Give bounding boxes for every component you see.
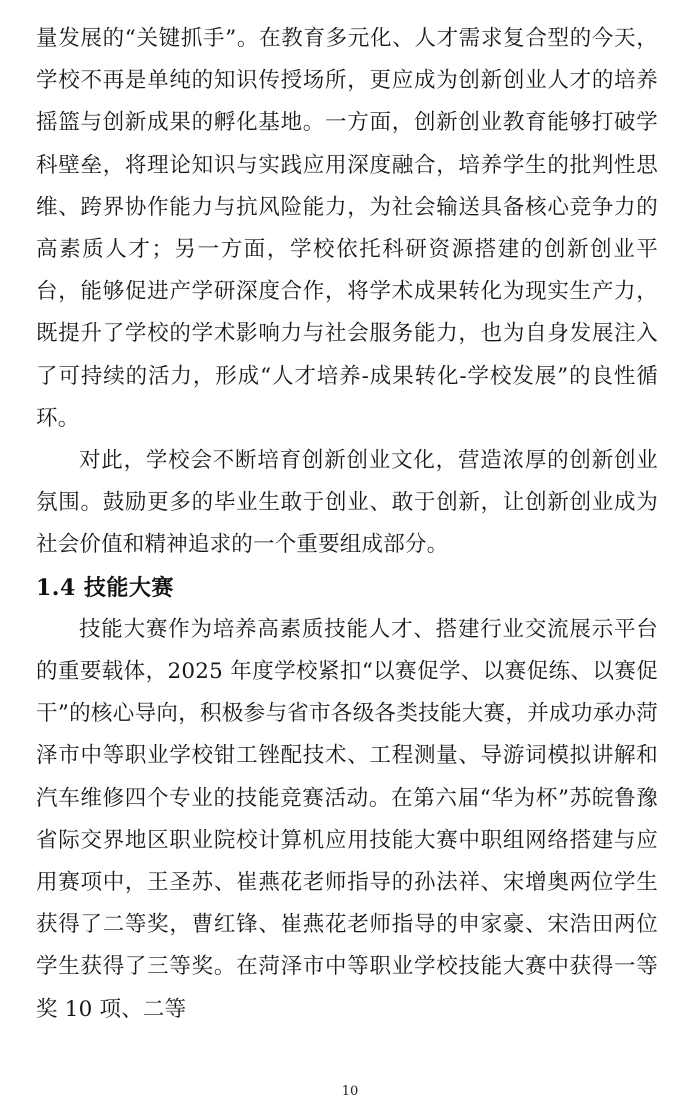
paragraph-skills-competition: 技能大赛作为培养高素质技能人才、搭建行业交流展示平台的重要载体，2025 年度学校紧扣“以赛促学、以赛促练、以赛促干”的核心导向，积极参与省市各级各类技能大赛，并成功承办菏泽市中等职业学校钳工锉配技术、工程测量、导游词模拟讲解和汽车维修四个专业的技能竞赛活动。在第六届“华为杯”苏皖鲁豫省际交界地区职业院校计算机应用技能大赛中职组网络搭建与应用赛项中，王圣苏、崔燕花老师指导的孙法祥、宋增奥两位学生获得了二等奖，曹红锋、崔燕花老师指导的申家豪、宋浩田两位学生获得了三等奖。在菏泽市中等职业学校技能大赛中获得一等奖 10 项、二等 xyxy=(36,616,658,1022)
paragraph-continuation: 量发展的“关键抓手”。在教育多元化、人才需求复合型的今天，学校不再是单纯的知识传授场所，更应成为创新创业人才的培养摇篮与创新成果的孵化基地。一方面，创新创业教育能够打破学科壁垒，将理论知识与实践应用深度融合，培养学生的批判性思维、跨界协作能力与抗风险能力，为社会输送具备核心竞争力的高素质人才；另一方面，学校依托科研资源搭建的创新创业平台，能够促进产学研深度合作，将学术成果转化为现实生产力，既提升了学校的学术影响力与社会服务能力，也为自身发展注入了可持续的活力，形成“人才培养-成果转化-学校发展”的良性循环。 xyxy=(36,26,658,431)
page-number: 10 xyxy=(341,1084,359,1099)
page-content xyxy=(36,18,658,1031)
paragraph-innovation-culture: 对此，学校会不断培育创新创业文化，营造浓厚的创新创业氛围。鼓励更多的毕业生敢于创业、敢于创新，让创新创业成为社会价值和精神追求的一个重要组成部分。 xyxy=(36,448,658,558)
section-heading-skills-competition: 1.4 技能大赛 xyxy=(36,574,174,601)
